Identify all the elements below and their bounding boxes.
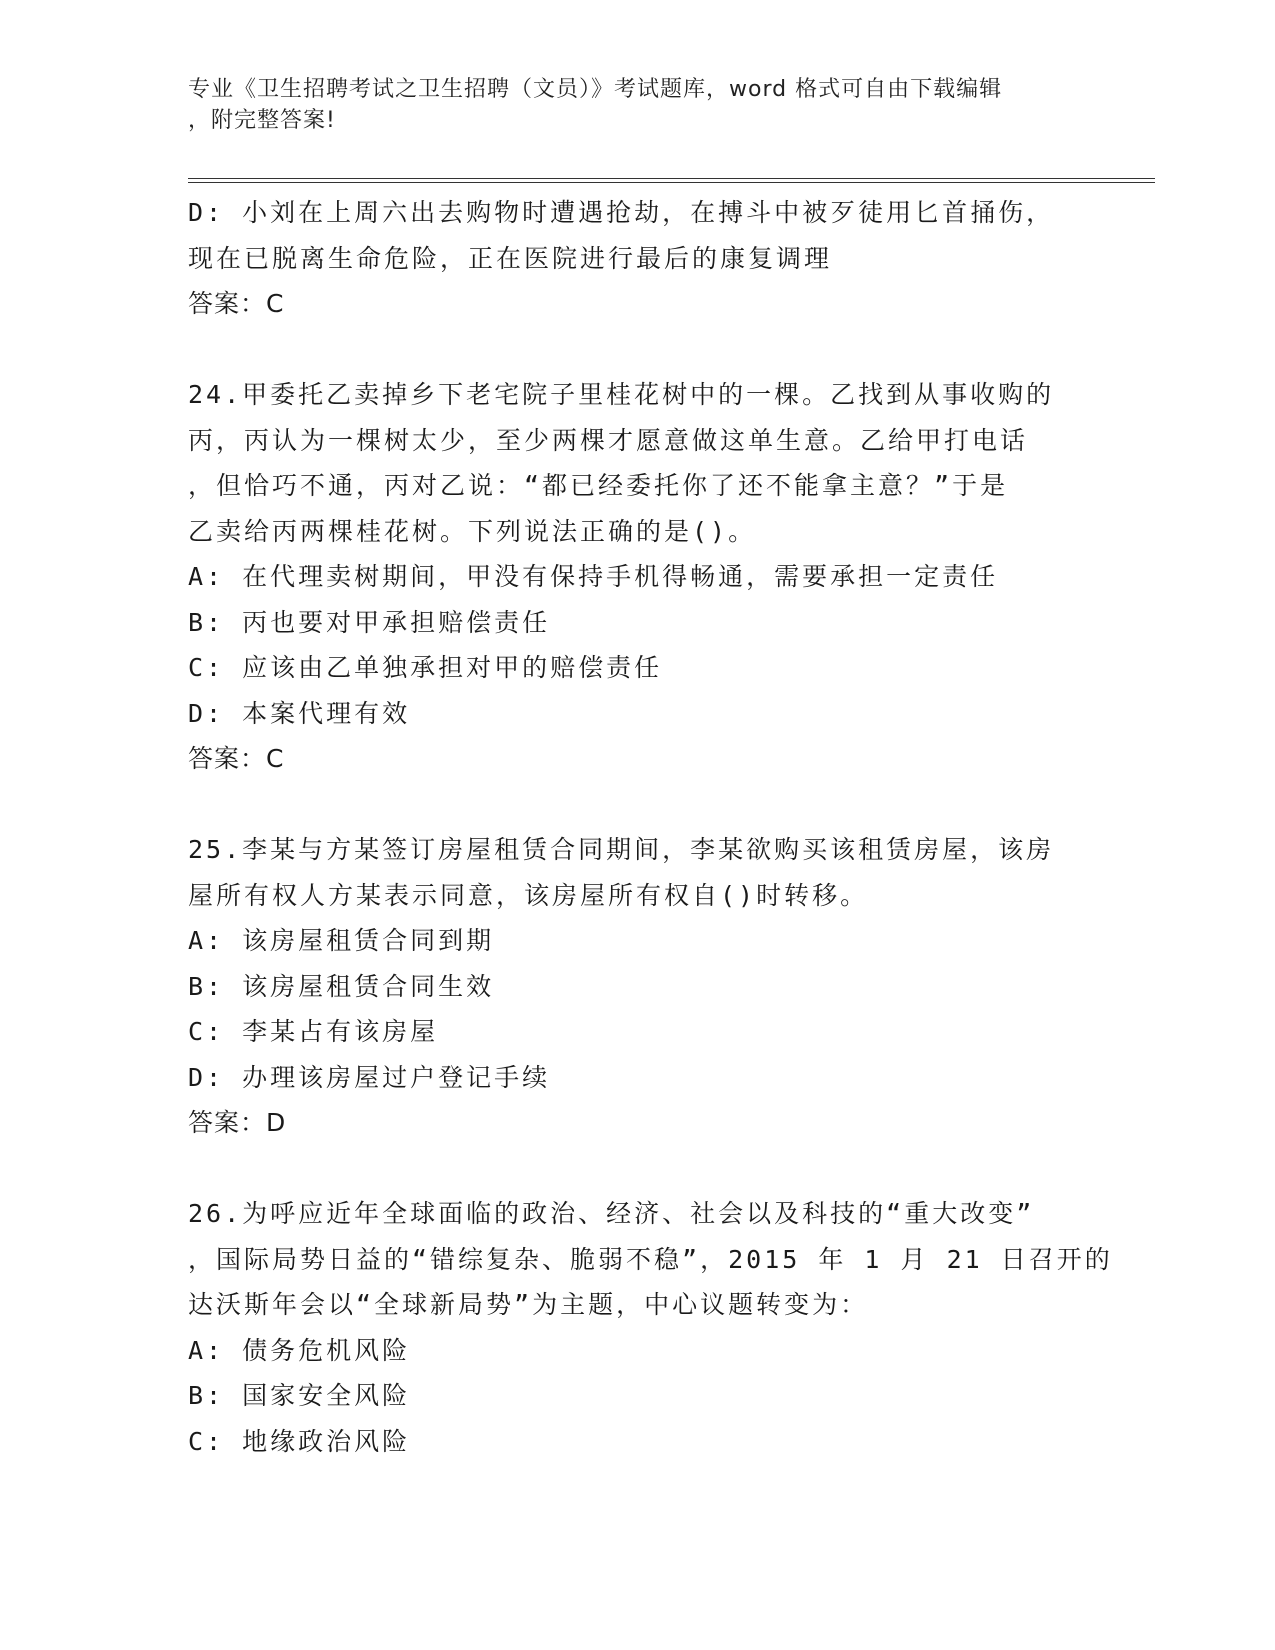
question-stem-line: 乙卖给丙两棵桂花树。下列说法正确的是()。 bbox=[188, 516, 757, 546]
question-stem-line: 26.为呼应近年全球面临的政治、经济、社会以及科技的“重大改变” bbox=[188, 1199, 1035, 1228]
answer-label: 答案：C bbox=[188, 289, 285, 318]
option-d-line-1: D: 小刘在上周六出去购物时遭遇抢劫，在搏斗中被歹徒用匕首捅伤， bbox=[188, 198, 1055, 227]
question-25 bbox=[188, 827, 1088, 1146]
document-body bbox=[188, 190, 1113, 1464]
spacer bbox=[188, 327, 1088, 373]
question-26 bbox=[188, 1191, 1113, 1464]
document-header bbox=[188, 74, 1088, 136]
prev-question bbox=[188, 190, 1088, 327]
option-c: C: 李某占有该房屋 bbox=[188, 1017, 439, 1046]
question-stem-line: 屋所有权人方某表示同意，该房屋所有权自()时转移。 bbox=[188, 880, 869, 910]
option-b: B: 国家安全风险 bbox=[188, 1381, 411, 1410]
question-stem-line: ，国际局势日益的“错综复杂、脆弱不稳”，2015 年 1 月 21 日召开的 bbox=[188, 1244, 1113, 1274]
option-a: A: 该房屋租赁合同到期 bbox=[188, 926, 495, 955]
question-stem-line: 丙，丙认为一棵树太少，至少两棵才愿意做这单生意。乙给甲打电话 bbox=[188, 425, 1029, 455]
question-stem-line: 24.甲委托乙卖掉乡下老宅院子里桂花树中的一棵。乙找到从事收购的 bbox=[188, 380, 1055, 409]
question-stem-line: 25.李某与方某签订房屋租赁合同期间，李某欲购买该租赁房屋，该房 bbox=[188, 835, 1055, 864]
option-a: A: 在代理卖树期间，甲没有保持手机得畅通，需要承担一定责任 bbox=[188, 562, 999, 591]
question-stem-line: 达沃斯年会以“全球新局势”为主题，中心议题转变为： bbox=[188, 1290, 869, 1319]
spacer bbox=[188, 782, 1088, 828]
question-stem-line: ，但恰巧不通，丙对乙说：“都已经委托你了还不能拿主意？”于是 bbox=[188, 471, 1009, 500]
answer-label: 答案：D bbox=[188, 1108, 287, 1137]
option-d: D: 办理该房屋过户登记手续 bbox=[188, 1062, 551, 1092]
option-d: D: 本案代理有效 bbox=[188, 698, 411, 728]
option-c: C: 地缘政治风险 bbox=[188, 1426, 411, 1456]
header-line-2: ，附完整答案! bbox=[188, 108, 336, 133]
spacer bbox=[188, 1146, 1088, 1192]
option-b: B: 丙也要对甲承担赔偿责任 bbox=[188, 607, 551, 637]
option-c: C: 应该由乙单独承担对甲的赔偿责任 bbox=[188, 653, 663, 682]
option-b: B: 该房屋租赁合同生效 bbox=[188, 971, 495, 1001]
option-d-line-2: 现在已脱离生命危险，正在医院进行最后的康复调理 bbox=[188, 243, 833, 273]
answer-label: 答案：C bbox=[188, 744, 285, 773]
question-24 bbox=[188, 372, 1088, 782]
header-line-1: 专业《卫生招聘考试之卫生招聘（文员）》考试题库，word 格式可自由下载编辑 bbox=[188, 77, 1003, 102]
option-a: A: 债务危机风险 bbox=[188, 1335, 411, 1365]
header-divider bbox=[188, 178, 1155, 183]
